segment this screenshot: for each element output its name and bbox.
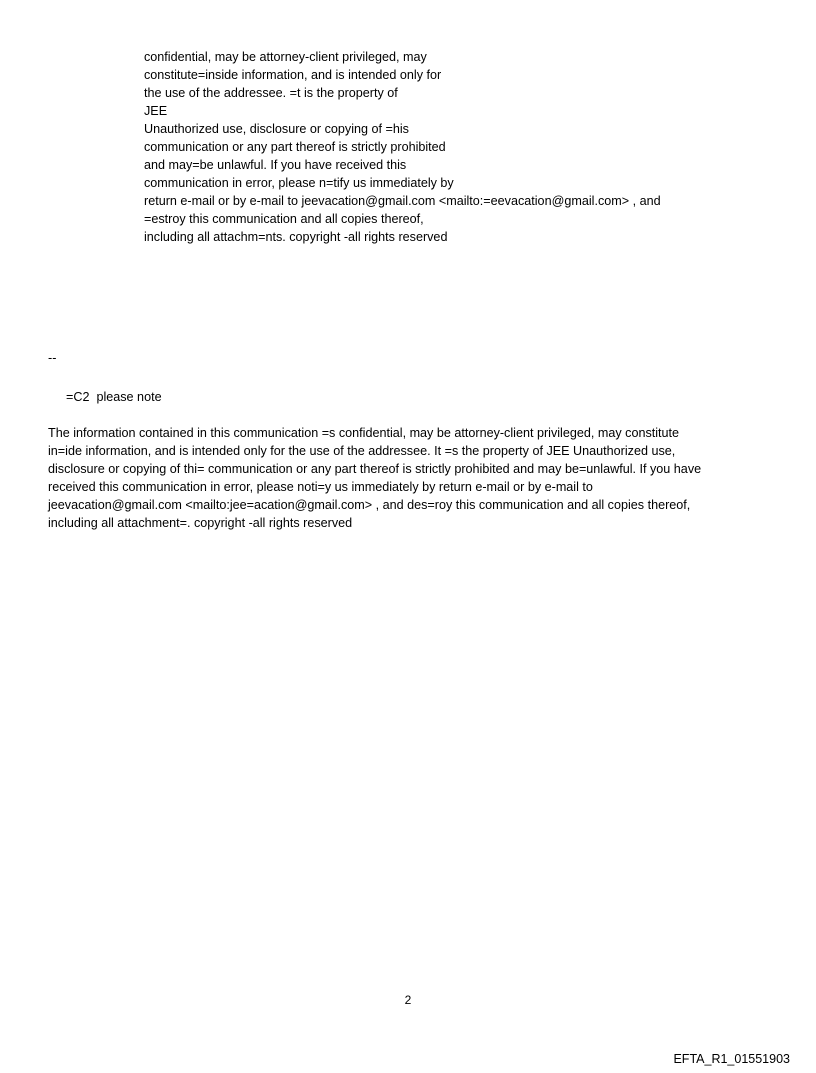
note-label: =C2 please note xyxy=(66,390,162,404)
quoted-line: constitute=inside information, and is intended only for xyxy=(144,68,442,82)
page-number: 2 xyxy=(404,993,412,1007)
quoted-line: including all attachm=nts. copyright -all rights reserved xyxy=(144,230,448,244)
disclaimer-line: including all attachment=. copyright -all rights reserved xyxy=(48,516,353,530)
disclaimer-paragraph xyxy=(48,424,764,532)
quoted-line: confidential, may be attorney-client privileged, may xyxy=(144,50,427,64)
quoted-line: and may=be unlawful. If you have received this xyxy=(144,158,407,172)
quoted-line: communication or any part thereof is strictly prohibited xyxy=(144,140,446,154)
quoted-line: communication in error, please n=tify us immediately by xyxy=(144,176,454,190)
disclaimer-line: disclosure or copying of thi= communication or any part thereof is strictly prohibited and may be=unlawful. If you have xyxy=(48,462,702,476)
quoted-line: JEE xyxy=(144,104,168,118)
quoted-disclaimer xyxy=(144,48,764,246)
signature-separator: -- xyxy=(48,351,57,365)
quoted-line: =estroy this communication and all copies thereof, xyxy=(144,212,424,226)
quoted-line: return e-mail or by e-mail to jeevacation@gmail.com <mailto:=eevacation@gmail.com> , and xyxy=(144,194,661,208)
document-id: EFTA_R1_01551903 xyxy=(673,1052,790,1066)
disclaimer-line: received this communication in error, please noti=y us immediately by return e-mail or by e-mail to xyxy=(48,480,593,494)
disclaimer-line: jeevacation@gmail.com <mailto:jee=acation@gmail.com> , and des=roy this communication and all copies thereof, xyxy=(48,498,691,512)
disclaimer-line: The information contained in this communication =s confidential, may be attorney-client privileged, may constitute xyxy=(48,426,680,440)
quoted-line: Unauthorized use, disclosure or copying of =his xyxy=(144,122,409,136)
disclaimer-line: in=ide information, and is intended only for the use of the addressee. It =s the property of JEE Unauthorized use, xyxy=(48,444,676,458)
quoted-line: the use of the addressee. =t is the property of xyxy=(144,86,398,100)
